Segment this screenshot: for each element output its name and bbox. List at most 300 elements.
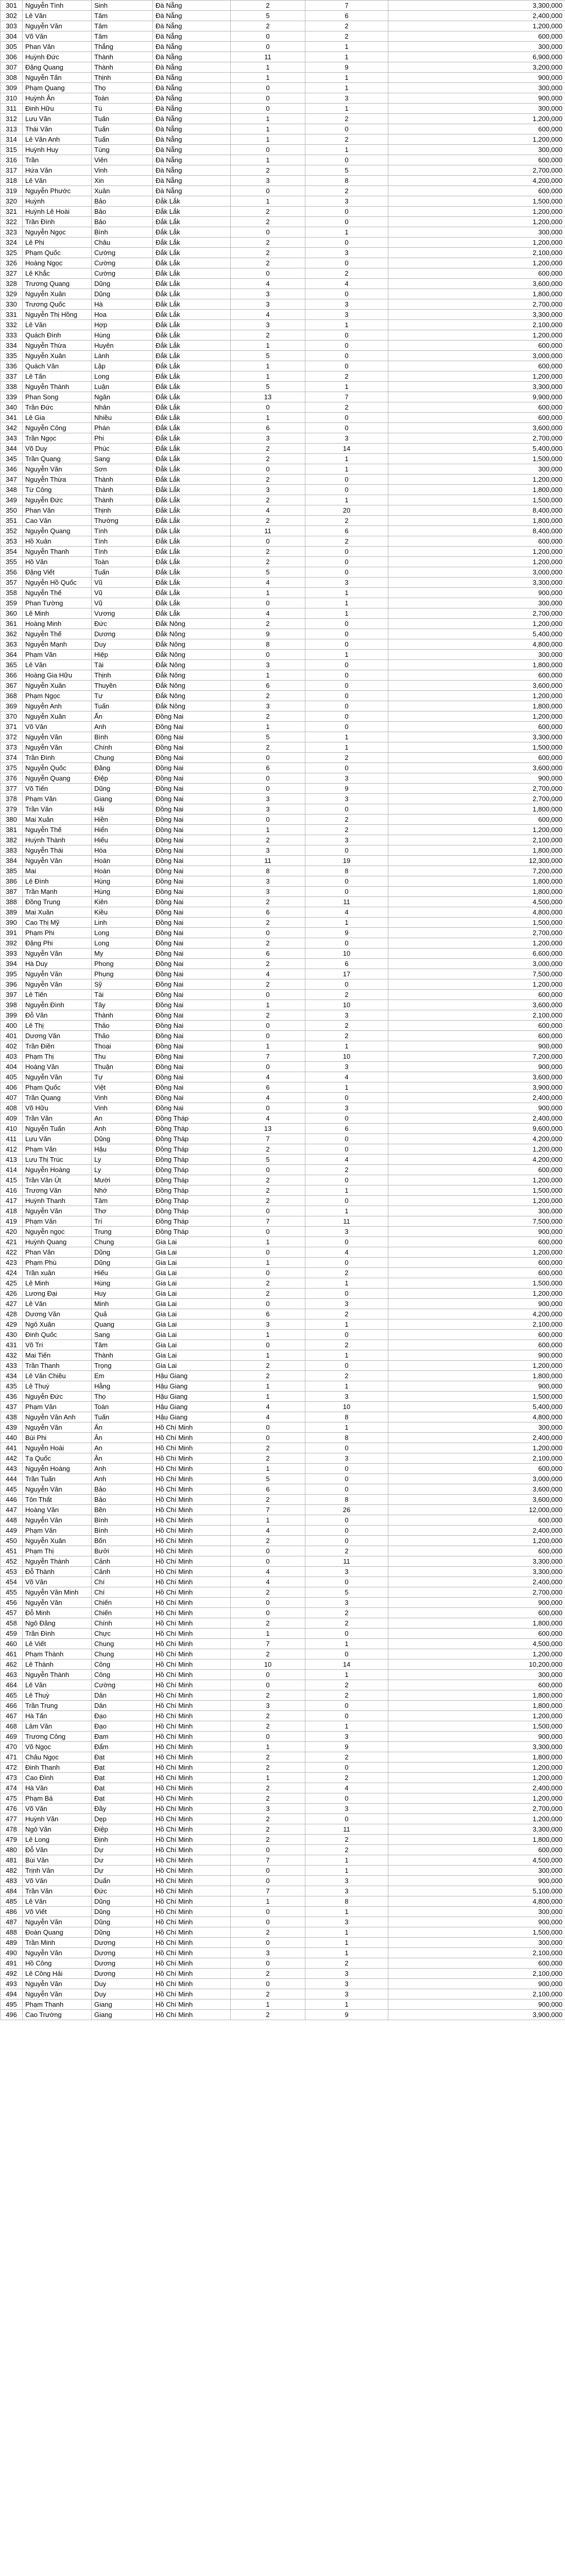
cell-col1[interactable]: 2 (231, 1453, 305, 1464)
cell-col1[interactable]: 13 (231, 1124, 305, 1134)
cell-first-name[interactable]: Thảo (92, 1031, 153, 1041)
cell-amount[interactable]: 1,200,000 (388, 938, 565, 948)
cell-first-name[interactable]: Tây (92, 1000, 153, 1010)
cell-first-name[interactable]: Đạt (92, 1762, 153, 1773)
cell-stt[interactable]: 348 (1, 485, 23, 495)
cell-amount[interactable]: 600,000 (388, 1680, 565, 1690)
cell-stt[interactable]: 309 (1, 83, 23, 93)
cell-first-name[interactable]: Toàn (92, 1402, 153, 1412)
cell-col1[interactable]: 3 (231, 485, 305, 495)
cell-first-name[interactable]: Duy (92, 639, 153, 650)
cell-last-name[interactable]: Võ Viết (23, 1907, 92, 1917)
cell-province[interactable]: Đắk Lắk (153, 217, 231, 227)
cell-last-name[interactable]: Huỳnh Đức (23, 52, 92, 62)
cell-amount[interactable]: 3,900,000 (388, 2010, 565, 2020)
cell-last-name[interactable]: Huỳnh Huy (23, 145, 92, 155)
cell-first-name[interactable]: Ngân (92, 392, 153, 402)
cell-amount[interactable]: 600,000 (388, 1330, 565, 1340)
cell-province[interactable]: Đồng Tháp (153, 1227, 231, 1237)
cell-col1[interactable]: 6 (231, 681, 305, 691)
cell-amount[interactable]: 4,200,000 (388, 1155, 565, 1165)
cell-stt[interactable]: 430 (1, 1330, 23, 1340)
cell-col1[interactable]: 2 (231, 1649, 305, 1659)
cell-amount[interactable]: 2,700,000 (388, 928, 565, 938)
cell-province[interactable]: Đồng Tháp (153, 1165, 231, 1175)
cell-stt[interactable]: 476 (1, 1804, 23, 1814)
cell-col2[interactable]: 1 (305, 1855, 388, 1866)
cell-col1[interactable]: 1 (231, 62, 305, 73)
cell-last-name[interactable]: Mai Xuân (23, 815, 92, 825)
cell-province[interactable]: Hồ Chí Minh (153, 1752, 231, 1762)
cell-col2[interactable]: 5 (305, 1587, 388, 1598)
cell-stt[interactable]: 407 (1, 1093, 23, 1103)
cell-stt[interactable]: 393 (1, 948, 23, 959)
cell-first-name[interactable]: Tính (92, 547, 153, 557)
cell-col2[interactable]: 2 (305, 825, 388, 835)
cell-col1[interactable]: 0 (231, 1979, 305, 1989)
cell-stt[interactable]: 376 (1, 773, 23, 784)
cell-col1[interactable]: 0 (231, 815, 305, 825)
cell-col1[interactable]: 2 (231, 1495, 305, 1505)
cell-amount[interactable]: 2,400,000 (388, 11, 565, 21)
cell-stt[interactable]: 473 (1, 1773, 23, 1783)
cell-amount[interactable]: 4,500,000 (388, 1639, 565, 1649)
cell-col1[interactable]: 3 (231, 876, 305, 887)
cell-col1[interactable]: 5 (231, 11, 305, 21)
cell-col2[interactable]: 1 (305, 1907, 388, 1917)
cell-last-name[interactable]: Phạm Văn (23, 1216, 92, 1227)
cell-col1[interactable]: 0 (231, 1958, 305, 1969)
cell-first-name[interactable]: Kiều (92, 907, 153, 918)
cell-col2[interactable]: 0 (305, 670, 388, 681)
cell-stt[interactable]: 399 (1, 1010, 23, 1021)
cell-first-name[interactable]: Thọ (92, 1392, 153, 1402)
cell-amount[interactable]: 1,500,000 (388, 918, 565, 928)
cell-province[interactable]: Đắk Lắk (153, 557, 231, 567)
cell-col1[interactable]: 2 (231, 897, 305, 907)
cell-last-name[interactable]: Phạm Phú (23, 1258, 92, 1268)
cell-last-name[interactable]: Võ Văn (23, 1577, 92, 1587)
cell-col2[interactable]: 0 (305, 887, 388, 897)
cell-col1[interactable]: 0 (231, 1103, 305, 1113)
cell-stt[interactable]: 359 (1, 598, 23, 608)
cell-last-name[interactable]: Huỳnh Thanh (23, 1196, 92, 1206)
cell-col1[interactable]: 0 (231, 31, 305, 42)
cell-province[interactable]: Đắk Lắk (153, 454, 231, 464)
cell-last-name[interactable]: Nguyễn Văn (23, 1206, 92, 1216)
cell-stt[interactable]: 313 (1, 124, 23, 134)
cell-first-name[interactable]: Hải (92, 804, 153, 815)
cell-amount[interactable]: 900,000 (388, 1103, 565, 1113)
cell-amount[interactable]: 300,000 (388, 1670, 565, 1680)
cell-stt[interactable]: 438 (1, 1412, 23, 1422)
cell-col2[interactable]: 1 (305, 918, 388, 928)
cell-stt[interactable]: 371 (1, 722, 23, 732)
cell-first-name[interactable]: Tâm (92, 1340, 153, 1350)
cell-stt[interactable]: 329 (1, 289, 23, 299)
cell-col2[interactable]: 3 (305, 1876, 388, 1886)
cell-last-name[interactable]: Hà Duy (23, 959, 92, 969)
cell-amount[interactable]: 7,200,000 (388, 1052, 565, 1062)
cell-col1[interactable]: 2 (231, 1927, 305, 1938)
cell-amount[interactable]: 600,000 (388, 1958, 565, 1969)
cell-stt[interactable]: 413 (1, 1155, 23, 1165)
cell-col1[interactable]: 0 (231, 145, 305, 155)
cell-col1[interactable]: 1 (231, 670, 305, 681)
cell-province[interactable]: Đà Nẵng (153, 21, 231, 31)
cell-col2[interactable]: 10 (305, 948, 388, 959)
cell-province[interactable]: Đắk Lắk (153, 392, 231, 402)
cell-stt[interactable]: 431 (1, 1340, 23, 1350)
cell-col2[interactable]: 2 (305, 371, 388, 382)
cell-amount[interactable]: 600,000 (388, 1258, 565, 1268)
cell-stt[interactable]: 493 (1, 1979, 23, 1989)
cell-stt[interactable]: 480 (1, 1845, 23, 1855)
cell-amount[interactable]: 1,500,000 (388, 1278, 565, 1289)
cell-first-name[interactable]: Luận (92, 382, 153, 392)
cell-stt[interactable]: 424 (1, 1268, 23, 1278)
cell-stt[interactable]: 441 (1, 1443, 23, 1453)
cell-col1[interactable]: 6 (231, 1484, 305, 1495)
cell-col1[interactable]: 0 (231, 227, 305, 238)
cell-col2[interactable]: 0 (305, 557, 388, 567)
cell-last-name[interactable]: Châu Ngọc (23, 1752, 92, 1762)
cell-last-name[interactable]: Nguyễn Đình (23, 1000, 92, 1010)
cell-first-name[interactable]: Duy (92, 1979, 153, 1989)
cell-province[interactable]: Đồng Nai (153, 732, 231, 742)
cell-col2[interactable]: 1 (305, 650, 388, 660)
cell-col2[interactable]: 4 (305, 907, 388, 918)
cell-amount[interactable]: 600,000 (388, 1340, 565, 1350)
cell-last-name[interactable]: Nguyễn Đức (23, 1392, 92, 1402)
cell-amount[interactable]: 1,200,000 (388, 1443, 565, 1453)
cell-col1[interactable]: 0 (231, 1268, 305, 1278)
cell-col2[interactable]: 2 (305, 1690, 388, 1701)
cell-province[interactable]: Hồ Chí Minh (153, 1598, 231, 1608)
cell-last-name[interactable]: Lê Tiến (23, 990, 92, 1000)
cell-province[interactable]: Hồ Chí Minh (153, 1979, 231, 1989)
cell-last-name[interactable]: Phạm Văn (23, 650, 92, 660)
cell-first-name[interactable]: Ấn (92, 711, 153, 722)
cell-col1[interactable]: 0 (231, 1165, 305, 1175)
cell-col2[interactable]: 7 (305, 1, 388, 11)
cell-amount[interactable]: 1,200,000 (388, 1175, 565, 1185)
cell-col2[interactable]: 20 (305, 505, 388, 516)
cell-col1[interactable]: 2 (231, 1278, 305, 1289)
cell-province[interactable]: Gia Lai (153, 1361, 231, 1371)
cell-col1[interactable]: 1 (231, 1350, 305, 1361)
cell-last-name[interactable]: Nguyễn Văn (23, 732, 92, 742)
cell-last-name[interactable]: Nguyễn Văn (23, 1422, 92, 1433)
cell-amount[interactable]: 600,000 (388, 1021, 565, 1031)
cell-province[interactable]: Hồ Chí Minh (153, 1567, 231, 1577)
cell-first-name[interactable]: Dân (92, 1701, 153, 1711)
cell-col1[interactable]: 5 (231, 1474, 305, 1484)
cell-amount[interactable]: 2,100,000 (388, 1969, 565, 1979)
cell-last-name[interactable]: Lê Văn (23, 1896, 92, 1907)
cell-last-name[interactable]: Đặng Quang (23, 62, 92, 73)
cell-col1[interactable]: 1 (231, 1515, 305, 1526)
cell-province[interactable]: Đắk Lắk (153, 268, 231, 279)
cell-col1[interactable]: 4 (231, 1113, 305, 1124)
cell-col1[interactable]: 0 (231, 104, 305, 114)
cell-col2[interactable]: 3 (305, 835, 388, 845)
cell-col2[interactable]: 4 (305, 279, 388, 289)
cell-last-name[interactable]: Dương Văn (23, 1031, 92, 1041)
cell-col1[interactable]: 6 (231, 763, 305, 773)
cell-col2[interactable]: 2 (305, 31, 388, 42)
cell-last-name[interactable]: Trần Đình (23, 753, 92, 763)
cell-amount[interactable]: 2,700,000 (388, 299, 565, 310)
cell-col2[interactable]: 2 (305, 1340, 388, 1350)
cell-last-name[interactable]: Trần Văn (23, 1886, 92, 1896)
cell-stt[interactable]: 405 (1, 1072, 23, 1082)
cell-province[interactable]: Đà Nẵng (153, 176, 231, 186)
cell-col1[interactable]: 1 (231, 588, 305, 598)
cell-last-name[interactable]: Huỳnh Văn (23, 1814, 92, 1824)
cell-amount[interactable]: 3,900,000 (388, 1082, 565, 1093)
cell-province[interactable]: Hồ Chí Minh (153, 1453, 231, 1464)
cell-col2[interactable]: 1 (305, 1319, 388, 1330)
cell-province[interactable]: Hậu Giang (153, 1402, 231, 1412)
cell-last-name[interactable]: Phạm Văn (23, 1526, 92, 1536)
cell-first-name[interactable]: Tâm (92, 31, 153, 42)
cell-col2[interactable]: 0 (305, 351, 388, 361)
cell-amount[interactable]: 300,000 (388, 1907, 565, 1917)
cell-stt[interactable]: 481 (1, 1855, 23, 1866)
cell-first-name[interactable]: Thành (92, 52, 153, 62)
cell-col2[interactable]: 3 (305, 1010, 388, 1021)
cell-stt[interactable]: 408 (1, 1103, 23, 1113)
cell-col2[interactable]: 1 (305, 104, 388, 114)
cell-province[interactable]: Hồ Chí Minh (153, 1999, 231, 2010)
cell-col2[interactable]: 9 (305, 784, 388, 794)
cell-amount[interactable]: 2,400,000 (388, 1433, 565, 1443)
cell-province[interactable]: Hồ Chí Minh (153, 1855, 231, 1866)
cell-first-name[interactable]: Thịnh (92, 670, 153, 681)
cell-col2[interactable]: 2 (305, 1752, 388, 1762)
cell-province[interactable]: Đồng Nai (153, 918, 231, 928)
cell-stt[interactable]: 305 (1, 42, 23, 52)
cell-last-name[interactable]: Lê Văn (23, 1680, 92, 1690)
cell-province[interactable]: Gia Lai (153, 1237, 231, 1247)
cell-last-name[interactable]: Phạm Thành (23, 1649, 92, 1659)
cell-col1[interactable]: 3 (231, 1319, 305, 1330)
cell-last-name[interactable]: Lê Văn (23, 660, 92, 670)
cell-province[interactable]: Đồng Nai (153, 1031, 231, 1041)
cell-stt[interactable]: 420 (1, 1227, 23, 1237)
cell-col2[interactable]: 2 (305, 1618, 388, 1629)
cell-amount[interactable]: 1,200,000 (388, 1361, 565, 1371)
cell-col2[interactable]: 3 (305, 433, 388, 444)
cell-amount[interactable]: 1,800,000 (388, 887, 565, 897)
cell-amount[interactable]: 3,000,000 (388, 959, 565, 969)
cell-col2[interactable]: 3 (305, 248, 388, 258)
cell-amount[interactable]: 1,200,000 (388, 1196, 565, 1206)
cell-province[interactable]: Hậu Giang (153, 1412, 231, 1422)
cell-col1[interactable]: 0 (231, 1680, 305, 1690)
cell-first-name[interactable]: Sinh (92, 1, 153, 11)
cell-amount[interactable]: 1,200,000 (388, 330, 565, 341)
cell-first-name[interactable]: Thành (92, 485, 153, 495)
cell-stt[interactable]: 369 (1, 701, 23, 711)
cell-province[interactable]: Đồng Tháp (153, 1155, 231, 1165)
cell-province[interactable]: Đồng Tháp (153, 1134, 231, 1144)
cell-stt[interactable]: 320 (1, 196, 23, 207)
cell-province[interactable]: Hồ Chí Minh (153, 1845, 231, 1855)
cell-province[interactable]: Đồng Nai (153, 753, 231, 763)
cell-first-name[interactable]: Toàn (92, 557, 153, 567)
cell-col2[interactable]: 0 (305, 1793, 388, 1804)
cell-stt[interactable]: 477 (1, 1814, 23, 1824)
cell-col1[interactable]: 7 (231, 1505, 305, 1515)
cell-first-name[interactable]: Dũng (92, 1917, 153, 1927)
cell-province[interactable]: Đà Nẵng (153, 186, 231, 196)
cell-first-name[interactable]: Chính (92, 1618, 153, 1629)
cell-col2[interactable]: 0 (305, 639, 388, 650)
cell-last-name[interactable]: Nguyễn Đức (23, 495, 92, 505)
cell-col1[interactable]: 0 (231, 186, 305, 196)
cell-first-name[interactable]: Sơn (92, 464, 153, 474)
cell-first-name[interactable]: Tuấn (92, 114, 153, 124)
cell-last-name[interactable]: Võ Duy (23, 444, 92, 454)
cell-first-name[interactable]: Vương (92, 608, 153, 619)
cell-province[interactable]: Hồ Chí Minh (153, 1701, 231, 1711)
cell-first-name[interactable]: Bảo (92, 1484, 153, 1495)
cell-last-name[interactable]: Phạm Bá (23, 1793, 92, 1804)
cell-amount[interactable]: 1,200,000 (388, 134, 565, 145)
cell-last-name[interactable]: Nguyễn Thái (23, 845, 92, 856)
cell-first-name[interactable]: Hoa (92, 310, 153, 320)
cell-last-name[interactable]: Đặng Phi (23, 938, 92, 948)
cell-col1[interactable]: 1 (231, 1773, 305, 1783)
cell-first-name[interactable]: Đức (92, 1886, 153, 1896)
cell-first-name[interactable]: Chực (92, 1629, 153, 1639)
cell-province[interactable]: Đồng Nai (153, 1072, 231, 1082)
cell-col1[interactable]: 2 (231, 516, 305, 526)
cell-col2[interactable]: 1 (305, 145, 388, 155)
cell-province[interactable]: Đồng Nai (153, 815, 231, 825)
cell-first-name[interactable]: Tự (92, 1072, 153, 1082)
cell-col2[interactable]: 10 (305, 1000, 388, 1010)
cell-col2[interactable]: 3 (305, 1804, 388, 1814)
cell-amount[interactable]: 3,600,000 (388, 681, 565, 691)
cell-last-name[interactable]: Nguyễn Xuân (23, 351, 92, 361)
cell-first-name[interactable]: Công (92, 1670, 153, 1680)
cell-amount[interactable]: 1,200,000 (388, 1144, 565, 1155)
cell-last-name[interactable]: Phan Tường (23, 598, 92, 608)
cell-last-name[interactable]: Đoàn Quang (23, 1927, 92, 1938)
cell-col2[interactable]: 2 (305, 21, 388, 31)
cell-amount[interactable]: 600,000 (388, 1546, 565, 1556)
cell-col1[interactable]: 3 (231, 660, 305, 670)
cell-last-name[interactable]: Phạm Thị (23, 1546, 92, 1556)
cell-last-name[interactable]: Cao Đình (23, 1773, 92, 1783)
cell-amount[interactable]: 1,200,000 (388, 1711, 565, 1721)
cell-first-name[interactable]: Công (92, 1659, 153, 1670)
cell-province[interactable]: Đà Nẵng (153, 134, 231, 145)
cell-col2[interactable]: 0 (305, 1464, 388, 1474)
cell-stt[interactable]: 383 (1, 845, 23, 856)
cell-col2[interactable]: 0 (305, 289, 388, 299)
cell-last-name[interactable]: Nguyễn Công (23, 423, 92, 433)
cell-first-name[interactable]: Tâm (92, 11, 153, 21)
cell-province[interactable]: Đắk Lắk (153, 258, 231, 268)
cell-amount[interactable]: 1,500,000 (388, 495, 565, 505)
cell-stt[interactable]: 377 (1, 784, 23, 794)
cell-col2[interactable]: 4 (305, 1072, 388, 1082)
cell-amount[interactable]: 600,000 (388, 536, 565, 547)
cell-col1[interactable]: 2 (231, 1690, 305, 1701)
cell-stt[interactable]: 372 (1, 732, 23, 742)
cell-amount[interactable]: 3,300,000 (388, 382, 565, 392)
cell-col2[interactable]: 1 (305, 732, 388, 742)
cell-first-name[interactable]: Thơ (92, 1206, 153, 1216)
cell-province[interactable]: Đắk Lắk (153, 495, 231, 505)
cell-province[interactable]: Đồng Tháp (153, 1206, 231, 1216)
cell-last-name[interactable]: Đỗ Minh (23, 1608, 92, 1618)
cell-first-name[interactable]: Hằng (92, 1381, 153, 1392)
cell-col1[interactable]: 2 (231, 1587, 305, 1598)
cell-col2[interactable]: 0 (305, 1701, 388, 1711)
cell-province[interactable]: Đắk Nông (153, 701, 231, 711)
cell-stt[interactable]: 340 (1, 402, 23, 413)
cell-col1[interactable]: 11 (231, 52, 305, 62)
cell-province[interactable]: Hồ Chí Minh (153, 1639, 231, 1649)
cell-province[interactable]: Đồng Tháp (153, 1144, 231, 1155)
cell-province[interactable]: Đắk Lắk (153, 402, 231, 413)
cell-col1[interactable]: 0 (231, 1732, 305, 1742)
cell-last-name[interactable]: Lê Thành (23, 1659, 92, 1670)
cell-col1[interactable]: 11 (231, 856, 305, 866)
cell-first-name[interactable]: Kiên (92, 897, 153, 907)
cell-first-name[interactable]: Anh (92, 1464, 153, 1474)
cell-amount[interactable]: 1,200,000 (388, 371, 565, 382)
cell-province[interactable]: Đồng Nai (153, 773, 231, 784)
cell-stt[interactable]: 495 (1, 1999, 23, 2010)
cell-first-name[interactable]: Huyên (92, 341, 153, 351)
cell-last-name[interactable]: Nguyễn Thế (23, 629, 92, 639)
cell-first-name[interactable]: Duẩn (92, 1876, 153, 1886)
cell-amount[interactable]: 600,000 (388, 1031, 565, 1041)
cell-last-name[interactable]: Nguyễn Xuân (23, 681, 92, 691)
cell-stt[interactable]: 434 (1, 1371, 23, 1381)
cell-last-name[interactable]: Nguyễn Văn (23, 1989, 92, 1999)
cell-last-name[interactable]: Nguyễn Văn (23, 948, 92, 959)
cell-stt[interactable]: 465 (1, 1690, 23, 1701)
cell-col2[interactable]: 11 (305, 1556, 388, 1567)
cell-col1[interactable]: 2 (231, 444, 305, 454)
cell-province[interactable]: Hồ Chí Minh (153, 1629, 231, 1639)
cell-amount[interactable]: 2,100,000 (388, 1319, 565, 1330)
cell-last-name[interactable]: Trần Mạnh (23, 887, 92, 897)
cell-first-name[interactable]: Giang (92, 2010, 153, 2020)
cell-col1[interactable]: 2 (231, 1762, 305, 1773)
cell-col2[interactable]: 10 (305, 1402, 388, 1412)
cell-first-name[interactable]: Dẹp (92, 1814, 153, 1824)
cell-col2[interactable]: 2 (305, 268, 388, 279)
cell-first-name[interactable]: Cường (92, 258, 153, 268)
cell-stt[interactable]: 404 (1, 1062, 23, 1072)
cell-col1[interactable]: 4 (231, 1093, 305, 1103)
cell-first-name[interactable]: Lành (92, 351, 153, 361)
cell-col1[interactable]: 3 (231, 320, 305, 330)
cell-col2[interactable]: 3 (305, 1979, 388, 1989)
cell-first-name[interactable]: Hoàn (92, 856, 153, 866)
cell-province[interactable]: Hồ Chí Minh (153, 1433, 231, 1443)
cell-first-name[interactable]: My (92, 948, 153, 959)
cell-col1[interactable]: 0 (231, 650, 305, 660)
